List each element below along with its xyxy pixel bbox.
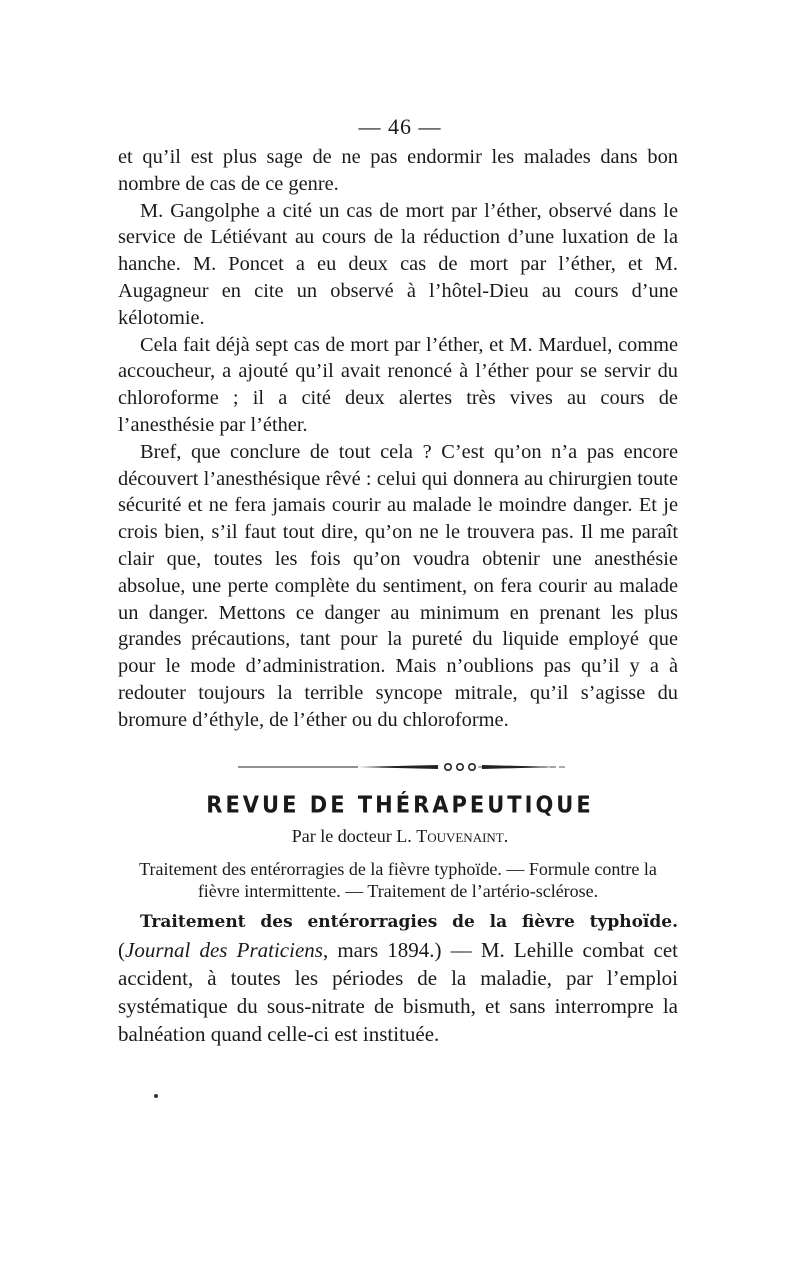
article-paragraph: [118, 906, 678, 1048]
article-lead-title: Traitement des entérorragies de la fièvre typhoïde.: [140, 912, 678, 932]
paragraph: Bref, que conclure de tout cela ? C’est qu’on n’a pas encore découvert l’anesthésique rêvé : celui qui donnera au chirurgien toute sécurité et ne fera jamais courir au malade le moindre danger. Et je crois bien, s’il faut tout dire, qu’on ne le trouvera pas. Il me paraît clair que, toutes les fois qu’on voudra obtenir une anesthésie absolue, une perte complète du sentiment, on fera courir au malade un danger. Mettons ce danger au minimum en prenant les plus grandes précautions, tant pour la pureté du liquide employé que pour le mode d’administration. Mais n’oublions pas qu’il y a à redouter toujours la terrible syncope mitrale, qu’il s’agisse du bromure d’éthyle, de l’éther ou du chloroforme.: [118, 440, 678, 731]
journal-title: Journal des Praticiens: [125, 938, 323, 962]
byline-suffix: .: [503, 826, 509, 846]
ink-speck: [154, 1094, 158, 1098]
citation-open: (: [118, 938, 125, 962]
body-text-top: [118, 144, 678, 734]
paragraph: Cela fait déjà sept cas de mort par l’éther, et M. Marduel, comme accoucheur, a ajouté qu’il avait renoncé à l’éther pour se servir du chloroforme ; il a cité deux alertes très vives au cours de l’anesthésie par l’éther.: [118, 333, 678, 436]
author-name: Touvenaint: [416, 826, 504, 846]
ornamental-rule: [238, 760, 568, 774]
body-text-bottom: [118, 906, 678, 1048]
page-number: — 46 —: [358, 114, 442, 139]
article-body: — M. Lehille combat cet accident, à toutes les périodes de la maladie, par l’emploi systématique du sous-nitrate de bismuth, et sans interrompre la balnéation quand celle-ci est instituée.: [118, 938, 678, 1046]
section-title: REVUE DE THÉRAPEUTIQUE: [206, 791, 594, 819]
paragraph: M. Gangolphe a cité un cas de mort par l’éther, observé dans le service de Létiévant au cours de la réduction d’une luxation de la hanche. M. Poncet a eu deux cas de mort par l’éther, et M. Augagneur en cite un observé à l’hôtel-Dieu au cours d’une kélotomie.: [118, 199, 678, 329]
byline-prefix: Par le docteur L.: [291, 826, 417, 846]
citation-date: , mars 1894.): [322, 938, 442, 962]
section-summary: Traitement des entérorragies de la fièvre typhoïde. — Formule contre la fièvre intermittente. — Traitement de l’artério-sclérose.: [139, 859, 657, 901]
byline: [0, 826, 800, 847]
paragraph: et qu’il est plus sage de ne pas endormir les malades dans bon nombre de cas de ce genre.: [118, 146, 678, 195]
